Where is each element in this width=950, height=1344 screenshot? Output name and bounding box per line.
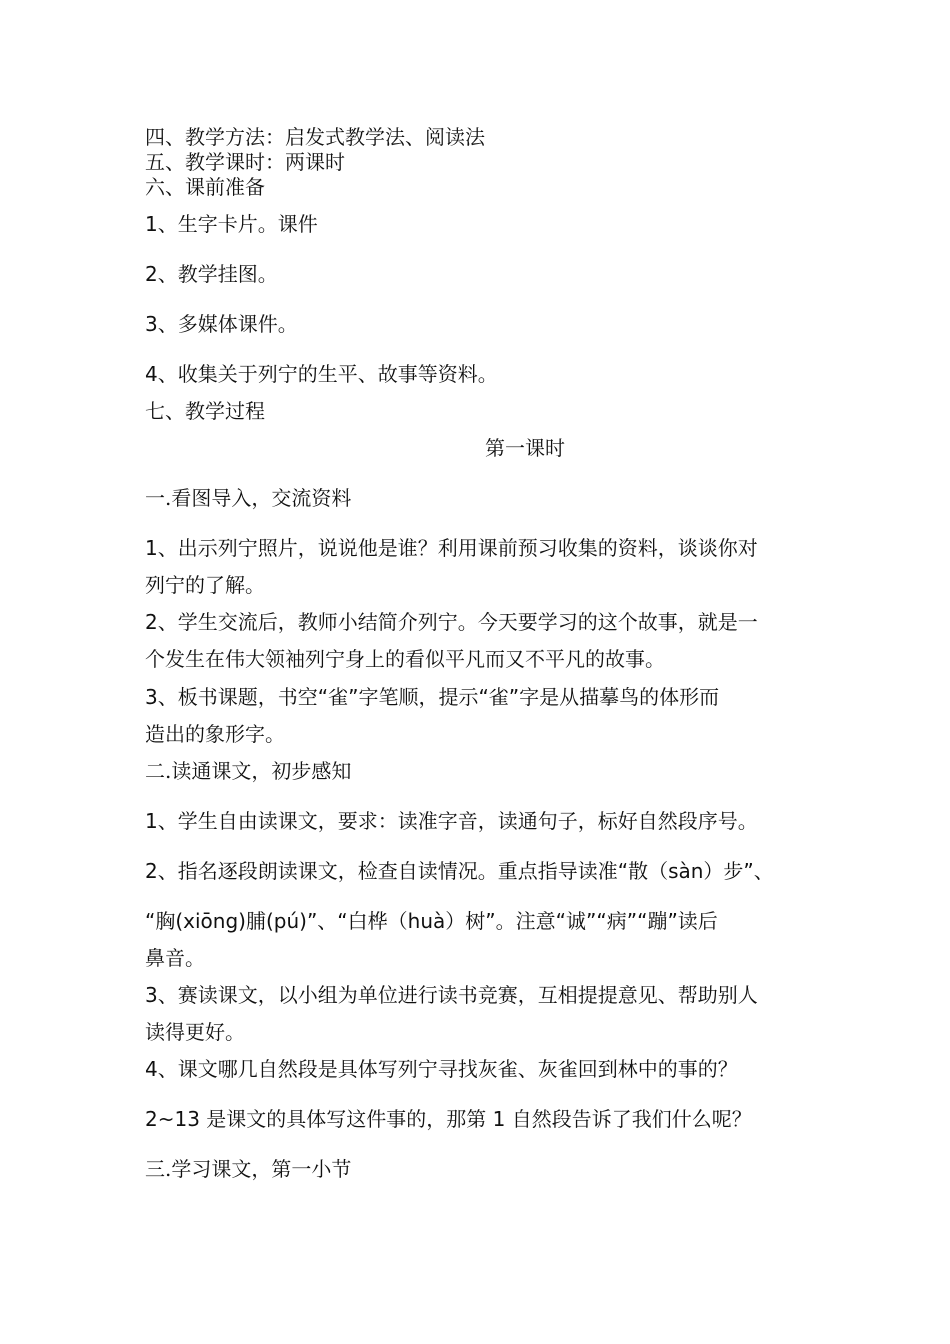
preparation-item-2: 2、教学挂图。 [145,262,278,286]
section-1-paragraph: 列宁的了解。 [145,573,265,597]
section-1-paragraph: 造出的象形字。 [145,722,285,746]
process-heading: 七、教学过程 [145,399,265,423]
section-2-paragraph: 4、课文哪几自然段是具体写列宁寻找灰雀、灰雀回到林中的事的？ [145,1057,738,1081]
section-1-paragraph: 2、学生交流后，教师小结简介列宁。今天要学习的这个故事，就是一 [145,610,758,634]
section-2-paragraph: 鼻音。 [145,946,205,970]
section-1-heading: 一.看图导入，交流资料 [145,486,352,510]
section-2-heading: 二.读通课文，初步感知 [145,759,352,783]
section-2-paragraph: 2~13 是课文的具体写这件事的，那第 1 自然段告诉了我们什么呢？ [145,1107,752,1131]
section-1-paragraph: 个发生在伟大领袖列宁身上的看似平凡而又不平凡的故事。 [145,647,665,671]
teaching-methods-line: 四、教学方法：启发式教学法、阅读法 [145,125,485,149]
preparation-item-4: 4、收集关于列宁的生平、故事等资料。 [145,362,498,386]
lesson-title: 第一课时 [485,436,565,460]
section-2-paragraph: “胸(xiōng)脯(pú)”、“白桦（huà）树”。注意“诚”“病”“蹦”读后 [145,909,718,933]
teaching-hours-line: 五、教学课时：两课时 [145,150,345,174]
section-2-paragraph: 3、赛读课文，以小组为单位进行读书竞赛，互相提提意见、帮助别人 [145,983,758,1007]
section-2-paragraph: 2、指名逐段朗读课文，检查自读情况。重点指导读准“散（sàn）步”、 [145,859,774,883]
preparation-heading: 六、课前准备 [145,175,265,199]
section-2-paragraph: 读得更好。 [145,1020,245,1044]
preparation-item-1: 1、生字卡片。课件 [145,212,318,236]
section-2-paragraph: 1、学生自由读课文，要求：读准字音，读通句子，标好自然段序号。 [145,809,758,833]
section-3-heading: 三.学习课文，第一小节 [145,1157,352,1181]
section-1-paragraph: 3、板书课题，书空“雀”字笔顺，提示“雀”字是从描摹鸟的体形而 [145,685,720,709]
preparation-item-3: 3、多媒体课件。 [145,312,298,336]
section-1-paragraph: 1、出示列宁照片，说说他是谁？利用课前预习收集的资料，谈谈你对 [145,536,758,560]
